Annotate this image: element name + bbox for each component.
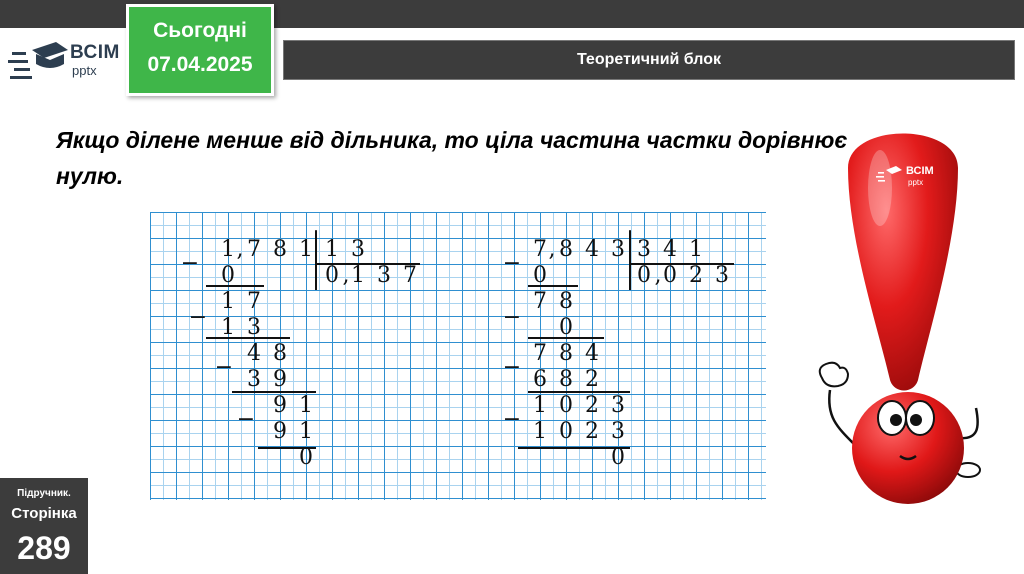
dividend-digit: 7 [247, 237, 261, 263]
dividend-digit: 8 [273, 237, 287, 263]
quotient-digit: 3 [377, 263, 391, 289]
page-reference [0, 478, 88, 574]
quotient-digit: , [654, 263, 662, 289]
minus-sign: − [214, 355, 234, 380]
divisor-digit: 3 [637, 237, 651, 263]
rule-statement: Якщо ділене менше від дільника, то ціла частина частки дорівнює нулю. [56, 127, 848, 189]
step-digit: 2 [585, 419, 599, 445]
step-digit: 0 [299, 445, 313, 471]
step-digit: 2 [585, 393, 599, 419]
mascot-logo-name: ВСІМ [906, 165, 934, 177]
dividend-digit: 1 [299, 237, 313, 263]
quotient-digit: 3 [715, 263, 729, 289]
step-digit: 2 [585, 367, 599, 393]
step-digit: 0 [221, 263, 235, 289]
minus-sign: − [180, 251, 200, 276]
date-box [126, 4, 274, 96]
step-digit: 1 [299, 393, 313, 419]
exclamation-mascot-icon [808, 128, 988, 508]
dividend-digit: 1 [221, 237, 235, 263]
section-title-bar [283, 40, 1015, 80]
step-digit: 6 [533, 367, 547, 393]
step-digit: 3 [611, 393, 625, 419]
step-digit: 4 [585, 341, 599, 367]
logo-name: ВСІМ [70, 42, 120, 63]
divisor-digit: 3 [351, 237, 365, 263]
step-digit: 1 [299, 419, 313, 445]
logo-sub: pptx [72, 63, 97, 78]
step-digit: 8 [559, 341, 573, 367]
step-digit: 1 [221, 315, 235, 341]
quotient-digit: 0 [637, 263, 651, 289]
mascot-logo-sub: pptx [908, 178, 924, 187]
dividend-digit: , [548, 237, 556, 263]
step-digit: 1 [533, 393, 547, 419]
quotient-digit: 0 [663, 263, 677, 289]
minus-sign: − [502, 355, 522, 380]
step-digit: 9 [273, 367, 287, 393]
step-digit: 7 [533, 289, 547, 315]
quotient-digit: , [342, 263, 350, 289]
step-digit: 8 [559, 289, 573, 315]
dividend-digit: 4 [585, 237, 599, 263]
date-value: 07.04.2025 [147, 53, 253, 76]
page-label-page: Сторінка [11, 505, 77, 522]
divisor-digit: 1 [689, 237, 703, 263]
page-number: 289 [17, 530, 71, 566]
step-digit: 0 [559, 315, 573, 341]
quotient-digit: 7 [403, 263, 417, 289]
step-digit: 3 [611, 419, 625, 445]
minus-sign: − [502, 251, 522, 276]
step-digit: 3 [247, 315, 261, 341]
divisor-digit: 4 [663, 237, 677, 263]
minus-sign: − [502, 407, 522, 432]
step-digit: 8 [559, 367, 573, 393]
step-digit: 1 [533, 419, 547, 445]
step-digit: 3 [247, 367, 261, 393]
dividend-digit: 3 [611, 237, 625, 263]
step-digit: 9 [273, 419, 287, 445]
date-label: Сьогодні [153, 19, 247, 42]
step-digit: 9 [273, 393, 287, 419]
dividend-digit: , [236, 237, 244, 263]
step-digit: 0 [559, 419, 573, 445]
quotient-digit: 1 [351, 263, 365, 289]
step-digit: 1 [221, 289, 235, 315]
minus-sign: − [188, 305, 208, 330]
step-digit: 7 [533, 341, 547, 367]
step-digit: 7 [247, 289, 261, 315]
page-label-textbook: Підручник. [17, 488, 71, 499]
minus-sign: − [502, 305, 522, 330]
quotient-digit: 0 [325, 263, 339, 289]
step-digit: 0 [533, 263, 547, 289]
dividend-digit: 7 [533, 237, 547, 263]
step-digit: 0 [559, 393, 573, 419]
divisor-digit: 1 [325, 237, 339, 263]
quotient-digit: 2 [689, 263, 703, 289]
step-digit: 0 [611, 445, 625, 471]
dividend-digit: 8 [559, 237, 573, 263]
long-division-calculations [150, 212, 766, 500]
section-title: Теоретичний блок [576, 51, 722, 68]
step-digit: 8 [273, 341, 287, 367]
step-digit: 4 [247, 341, 261, 367]
minus-sign: − [236, 407, 256, 432]
